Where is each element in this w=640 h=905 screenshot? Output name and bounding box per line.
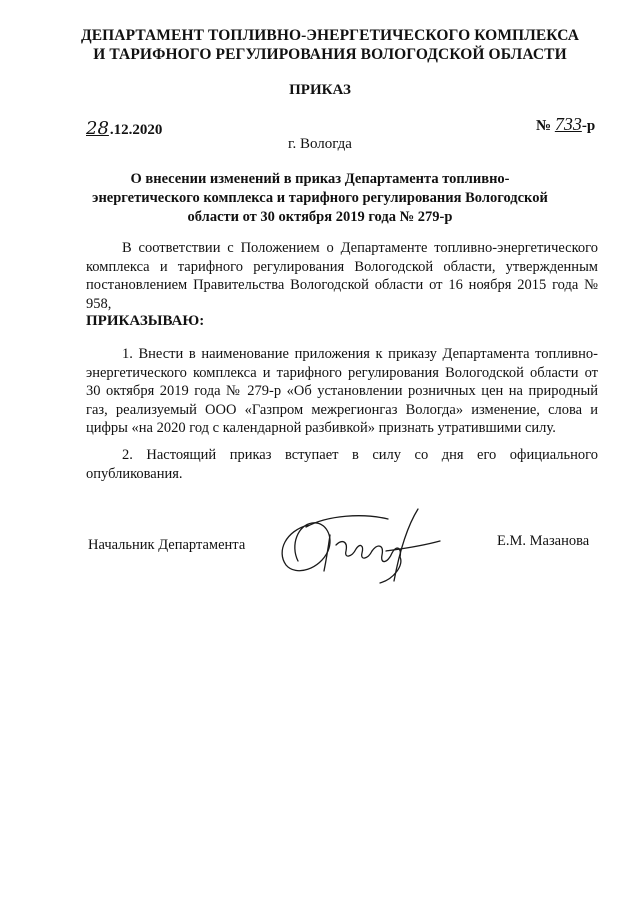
signer-title: Начальник Департамента: [88, 537, 246, 553]
organization-line-1: ДЕПАРТАМЕНТ ТОПЛИВНО-ЭНЕРГЕТИЧЕСКОГО КОМПЛЕКСА: [80, 27, 580, 44]
organization-line-2: И ТАРИФНОГО РЕГУЛИРОВАНИЯ ВОЛОГОДСКОЙ ОБЛАСТИ: [93, 46, 567, 63]
subject-line-3: области от 30 октября 2019 года № 279-р: [187, 209, 453, 225]
handwritten-signature: [268, 505, 458, 585]
order-item-2: 2. Настоящий приказ вступает в силу со дня его официального опубликования.: [86, 447, 598, 482]
date-day-handwritten: 28: [86, 118, 109, 139]
subject-line-2: энергетического комплекса и тарифного регулирования Вологодской: [92, 190, 548, 206]
order-item-1: 1. Внести в наименование приложения к приказу Департамента топливно-энергетического комплекса и тарифного регулирования Вологодской области от 30 октября 2019 года № 279-р «Об установлении розничных цен на природный газ, реализуемый ООО «Газпром межрегионгаз Вологда» изменение, слова и цифры «на 2020 год с календарной разбивкой» признать утратившими силу.: [86, 346, 598, 436]
number-handwritten: 733: [554, 114, 582, 134]
document-number: [536, 114, 595, 135]
number-suffix: -р: [581, 118, 596, 134]
city: г. Вологда: [288, 136, 352, 152]
document-subject: [90, 170, 550, 227]
organization-header: [70, 26, 590, 64]
number-sign: №: [536, 118, 552, 134]
document-type: ПРИКАЗ: [289, 82, 351, 98]
decree-word: ПРИКАЗЫВАЮ:: [86, 313, 205, 329]
date-month-year: .12.2020: [109, 122, 163, 138]
signer-name: Е.М. Мазанова: [497, 533, 590, 549]
subject-line-1: О внесении изменений в приказ Департамента топливно-: [130, 171, 510, 187]
preamble-paragraph: В соответствии с Положением о Департаменте топливно-энергетического комплекса и тарифного регулирования Вологодской области, утвержденным постановлением Правительства Вологодской области от 16 ноября 2015 года № 958,: [86, 240, 598, 312]
